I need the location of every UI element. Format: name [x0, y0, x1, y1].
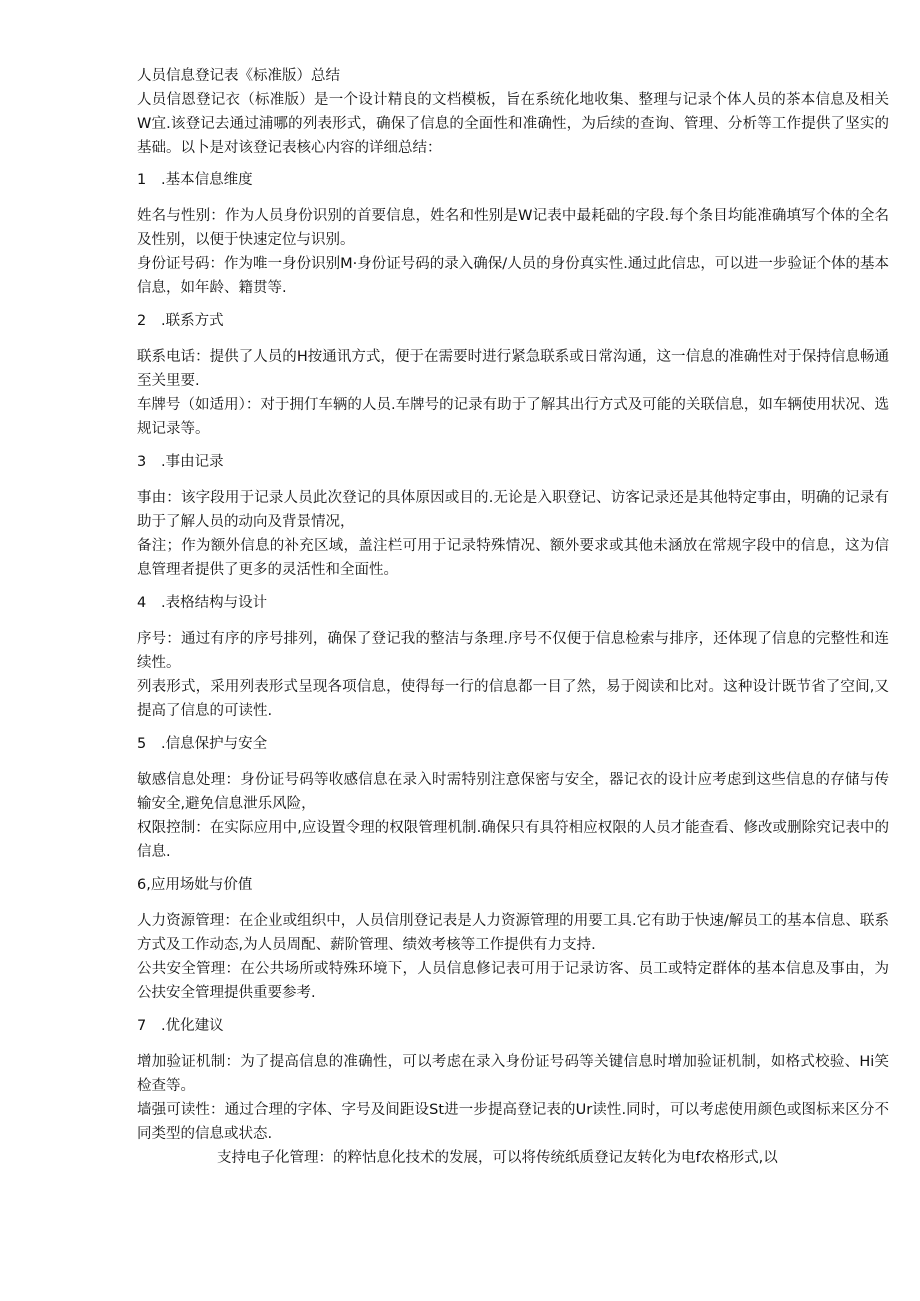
section-paragraph: 序号：通过有序的序号排列，确保了登记我的整洁与条理.序号不仅便于信息检索与排序，还体现了信息的完整性和连续性。 — [137, 631, 889, 671]
section-title: .优化建议 — [161, 1018, 224, 1034]
section-paragraph: 墙强可读性：通过合理的字体、字号及间距设St进一步提高登记表的Ur读性.同时，可以考虑使用颜色或图标来区分不同类型的信息或状态. — [137, 1102, 889, 1142]
section-title: .联系方式 — [161, 313, 224, 329]
section-paragraph: 姓名与性别：作为人员身份识别的首要信息，姓名和性别是W记表中最耗础的字段.每个条目均能准确填写个体的全名及性别，以便于快速定位与识别。 — [137, 208, 889, 248]
section-paragraph: 人力资源管理：在企业或组织中，人员信刖登记表是人力资源管理的用要工具.它有助于快速/解员工的基本信息、联系方式及工作动态,为人员周配、薪阶管理、绩效考核等工作提供有力支持. — [137, 913, 889, 953]
section-heading — [137, 300, 889, 345]
section-paragraph: 身份证号码：作为唯一身份识别M·身份证号码的录入确保/人员的身份真实性.通过此信忠，可以进一步验证个体的基本信息，如年龄、籍贯等. — [137, 256, 889, 296]
section-paragraph: 权限控制：在实际应用中,应设置令理的权限管理机制.确保只有具符相应权限的人员才能查看、修改或删除究记表中的信息. — [137, 820, 889, 860]
section-number: 3 — [137, 454, 147, 470]
intro-paragraph: 人员信恩登记衣（标准版）是一个设计精良的文档模板，旨在系统化地收集、整理与记录个体人员的茶本信息及相关W宜.该登记去通过浦哪的列表形式，确保了信息的全面性和准确性，为后续的查询、管理、分析等工作提供了坚实的基础。以卜是对该登记表核心内容的详细总结： — [137, 92, 889, 156]
section-number: 4 — [137, 595, 147, 611]
section-title: 6,应用场妣与价值 — [137, 877, 253, 893]
section-paragraph: 敏感信息处理：身份证号码等收感信息在录入时需特别注意保密与安全，器记衣的设计应考虑到这些信息的存储与传输安全,避免信息泄乐风险， — [137, 772, 889, 812]
section-paragraph: 备注；作为额外信息的补充区域，盖注栏可用于记录特殊情况、额外要求或其他未涵放在常规字段中的信息，这为信息管理者提供了更多的灵活性和全面性。 — [137, 538, 889, 578]
section-number: 1 — [137, 172, 147, 188]
section-title: .信息保护与安全 — [161, 736, 268, 752]
section-number: 2 — [137, 313, 147, 329]
section-paragraph: 列表形式，采用列表形式呈现各项信息，使得每一行的信息都一目了然，易于阅读和比对。这种设计既节省了空间,又提高了信息的可读性. — [137, 679, 889, 719]
section-number: 7 — [137, 1018, 147, 1034]
section-paragraph: 车牌号（如适用）：对于拥仃车辆的人员.车牌号的记录有助于了解其出行方式及可能的关联信息，如车辆使用状况、选规记录等。 — [137, 397, 889, 437]
section-heading — [137, 723, 889, 768]
section-heading — [137, 160, 889, 204]
section-heading — [137, 582, 889, 627]
section-paragraph: 增加验证机制：为了提高信息的准确性，可以考虑在录入身份证号码等关键信息时增加验证机制，如格式校验、Hi笑检查等。 — [137, 1054, 889, 1094]
section-paragraph: 事由：该字段用于记录人员此次登记的具体原因或目的.无论是入职登记、访客记录还是其他特定事由，明确的记录有助于了解人员的动向及背景情况， — [137, 490, 889, 530]
section-paragraph: 联系电话：提供了人员的H按通讯方式，便于在需要时进行紧急联系或日常沟通，这一信息的准确性对于保持信息畅通至关里要. — [137, 349, 889, 389]
document-title: 人员信息登记表《标准版）总结 — [137, 68, 340, 84]
section-title: .基本信息维度 — [161, 172, 253, 188]
section-title: .事由记录 — [161, 454, 224, 470]
section-heading — [137, 864, 889, 909]
document-body — [137, 64, 889, 1170]
section-heading — [137, 1005, 889, 1050]
section-number: 5 — [137, 736, 147, 752]
section-paragraph: 公共安全管理：在公共场所或特殊环境下，人员信息修记表可用于记录访客、员工或特定群体的基本信息及事由，为公扶安全管理提供重要参考. — [137, 961, 889, 1001]
section-heading — [137, 441, 889, 486]
section-title: .表格结构与设计 — [161, 595, 268, 611]
trailing-paragraph: 支持电子化管理：的粹怙息化技术的发展，可以将传统纸质登记友转化为电f农格形式,以 — [217, 1150, 778, 1166]
